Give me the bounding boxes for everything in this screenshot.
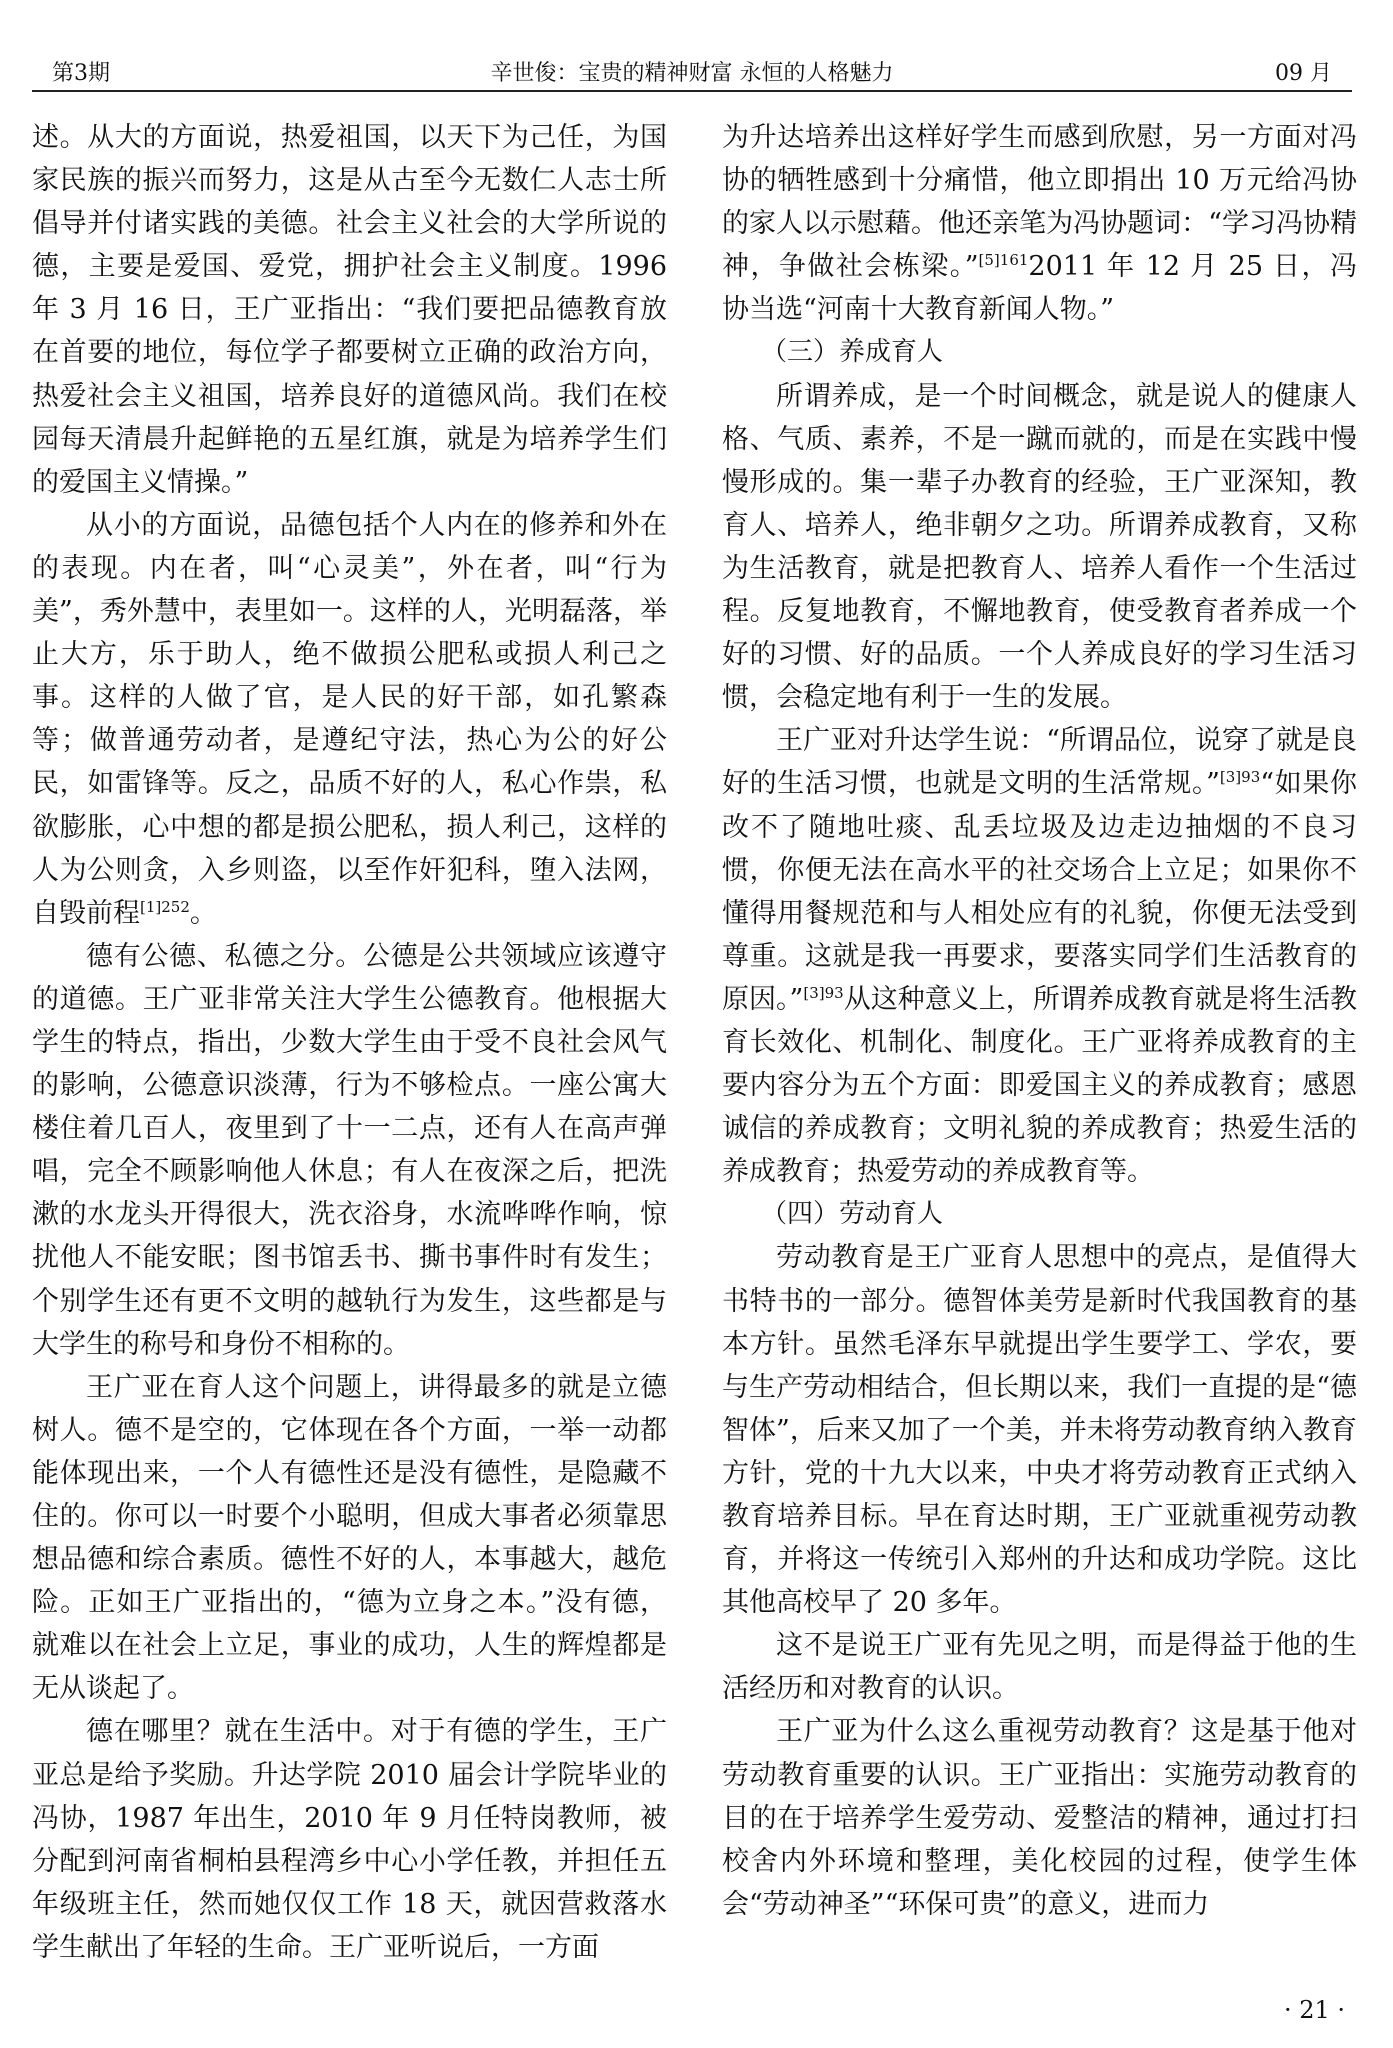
paragraph: 王广亚在育人这个问题上，讲得最多的就是立德树人。德不是空的，它体现在各个方面，一举一动都能体现出来，一个人有德性还是没有德性，是隐藏不住的。你可以一时要个小聪明，但成大事者必须靠思想品德和综合素质。德性不好的人，本事越大，越危险。正如王广亚指出的，“德为立身之本。”没有德，就难以在社会上立足，事业的成功，人生的辉煌都是无从谈起了。: [32, 1371, 667, 1705]
paragraph: 德在哪里？就在生活中。对于有德的学生，王广亚总是给予奖励。升达学院 2010 届会计学院毕业的冯协，1987 年出生，2010 年 9 月任特岗教师，被分配到河南省桐柏县程湾乡中心小学任教，并担任五年级班主任，然而她仅仅工作 18 天，就因营救落水学生献出了年轻的生命。王广亚听说后，一方面: [32, 1716, 667, 1963]
paragraph: 德有公德、私德之分。公德是公共领域应该遵守的道德。王广亚非常关注大学生公德教育。他根据大学生的特点，指出，少数大学生由于受不良社会风气的影响，公德意识淡薄，行为不够检点。一座公寓大楼住着几百人，夜里到了十一二点，还有人在高声弹唱，完全不顾影响他人休息；有人在夜深之后，把洗漱的水龙头开得很大，洗衣浴身，水流哗哗作响，惊扰他人不能安眠；图书馆丢书、撕书事件时有发生；个别学生还有更不文明的越轨行为发生，这些都是与大学生的称号和身份不相称的。: [32, 940, 667, 1360]
issue-number: 第3期: [52, 61, 110, 86]
header-title: 辛世俊：宝贵的精神财富 永恒的人格魅力: [490, 61, 894, 86]
paragraph: 王广亚为什么这么重视劳动教育？这是基于他对劳动教育重要的认识。王广亚指出：实施劳动教育的目的在于培养学生爱劳动、爱整洁的精神，通过打扫校舍内外环境和整理，美化校园的过程，使学生体会“劳动神圣”“环保可贵”的意义，进而力: [722, 1716, 1357, 1920]
issue-month: 09 月: [1275, 61, 1332, 86]
paragraph: 劳动教育是王广亚育人思想中的亮点，是值得大书特书的一部分。德智体美劳是新时代我国教育的基本方针。虽然毛泽东早就提出学生要学工、学农，要与生产劳动相结合，但长期以来，我们一直提的是“德智体”，后来又加了一个美，并未将劳动教育纳入教育方针，党的十九大以来，中央才将劳动教育正式纳入教育培养目标。早在育达时期，王广亚就重视劳动教育，并将这一传统引入郑州的升达和成功学院。这比其他高校早了 20 多年。: [722, 1242, 1357, 1619]
paragraph: 王广亚对升达学生说：“所谓品位，说穿了就是良好的生活习惯，也就是文明的生活常规。”$^{[3]93}$“如果你改不了随地吐痰、乱丢垃圾及边走边抽烟的不良习惯，你便无法在高水平的社交场合上立足；如果你不懂得用餐规范和与人相处应有的礼貌，你便无法受到尊重。这就是我一再要求，要落实同学们生活教育的原因。”$^{[3]93}$从这种意义上，所谓养成教育就是将生活教育长效化、机制化、制度化。王广亚将养成教育的主要内容分为五个方面：即爱国主义的养成教育；感恩诚信的养成教育；文明礼貌的养成教育；热爱生活的养成教育；热爱劳动的养成教育等。: [722, 725, 1357, 1188]
section-heading: （四）劳动育人: [761, 1199, 944, 1230]
citation: [1]252: [140, 897, 190, 916]
section-heading: （三）养成育人: [761, 337, 944, 368]
paragraph: 从小的方面说，品德包括个人内在的修养和外在的表现。内在者，叫“心灵美”，外在者，叫“行为美”，秀外慧中，表里如一。这样的人，光明磊落，举止大方，乐于助人，绝不做损公肥私或损人利己之事。这样的人做了官，是人民的好干部，如孔繁森等；做普通劳动者，是遵纪守法，热心为公的好公民，如雷锋等。反之，品质不好的人，私心作祟，私欲膨胀，心中想的都是损公肥私，损人利己，这样的人为公则贪，入乡则盗，以至作奸犯科，堕入法网，自毁前程$^{[1]252}$。: [32, 509, 667, 929]
citation: [3]93: [1219, 768, 1261, 787]
citation: [3]93: [803, 983, 844, 1002]
paragraph: 述。从大的方面说，热爱祖国，以天下为己任，为国家民族的振兴而努力，这是从古至今无数仁人志士所倡导并付诸实践的美德。社会主义社会的大学所说的德，主要是爱国、爱党，拥护社会主义制度。1996 年 3 月 16 日，王广亚指出：“我们要把品德教育放在首要的地位，每位学子都要树立正确的政治方向，热爱社会主义祖国，培养良好的道德风尚。我们在校园每天清晨升起鲜艳的五星红旗，就是为培养学生们的爱国主义情操。”: [32, 122, 667, 498]
paragraph: 所谓养成，是一个时间概念，就是说人的健康人格、气质、素养，不是一蹴而就的，而是在实践中慢慢形成的。集一辈子办教育的经验，王广亚深知，教育人、培养人，绝非朝夕之功。所谓养成教育，又称为生活教育，就是把教育人、培养人看作一个生活过程。反复地教育，不懈地教育，使受教育者养成一个好的习惯、好的品质。一个人养成良好的学习生活习惯，会稳定地有利于一生的发展。: [722, 380, 1357, 714]
paragraph: 为升达培养出这样好学生而感到欣慰，另一方面对冯协的牺牲感到十分痛惜，他立即捐出 10 万元给冯协的家人以示慰藉。他还亲笔为冯协题词：“学习冯协精神，争做社会栋梁。”$^{[5]161}$2011 年 12 月 25 日，冯协当选“河南十大教育新闻人物。”: [722, 122, 1357, 326]
left-column: [32, 116, 667, 1969]
running-header: [32, 50, 1352, 92]
paragraph: 这不是说王广亚有先见之明，而是得益于他的生活经历和对教育的认识。: [722, 1630, 1357, 1705]
citation: [5]161: [978, 251, 1029, 270]
right-column: [722, 116, 1357, 1926]
page-number: · 21 ·: [1283, 1996, 1345, 2024]
